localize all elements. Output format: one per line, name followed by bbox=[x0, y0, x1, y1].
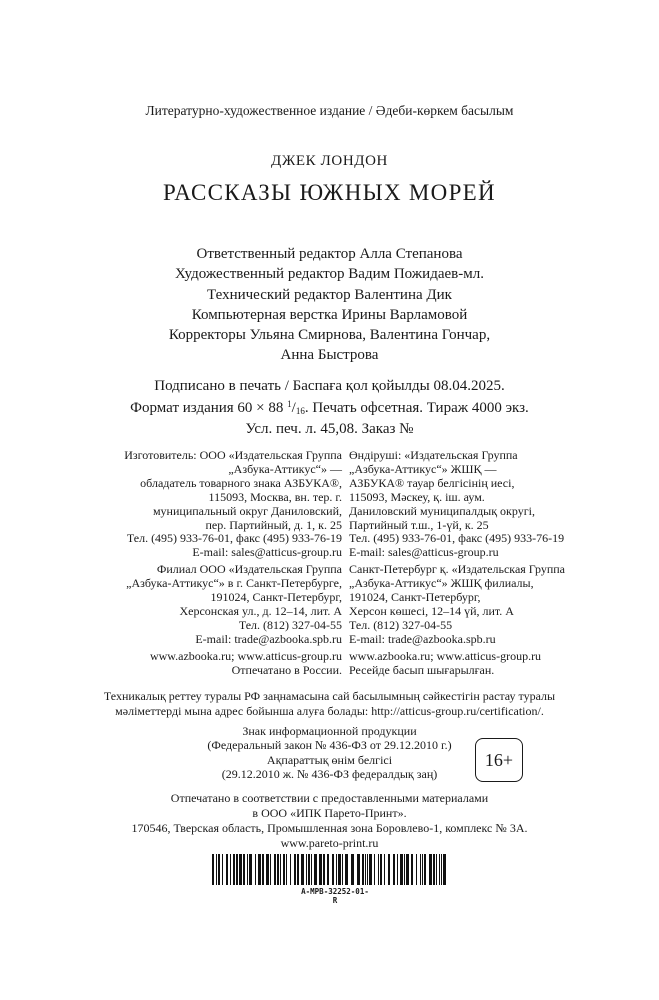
branch-kz-line: 191024, Санкт-Петербург, bbox=[349, 589, 481, 604]
branch-kz-line: Тел. (812) 327-04-55 bbox=[349, 617, 453, 632]
branch-ru-line: Херсонская ул., д. 12–14, лит. А bbox=[179, 603, 342, 618]
barcode-bar bbox=[283, 854, 285, 885]
barcode-bar bbox=[306, 854, 307, 885]
format-line bbox=[0, 395, 659, 420]
manufacturer-ru-line: 115093, Москва, вн. тер. г. bbox=[208, 489, 342, 504]
staff-line: Технический редактор Валентина Дик bbox=[207, 286, 452, 303]
staff-line: Ответственный редактор Алла Степанова bbox=[196, 246, 463, 262]
manufacturer-kz-line: АЗБУКА® тауар белгісінің иесі, bbox=[349, 475, 515, 490]
barcode-bar bbox=[406, 854, 409, 885]
manufacturer-ru-line: обладатель товарного знака АЗБУКА®, bbox=[140, 475, 342, 490]
printer-info bbox=[0, 791, 659, 851]
tech-regulation-note bbox=[0, 689, 659, 718]
barcode-bar bbox=[258, 854, 261, 885]
branch-ru-line: Тел. (812) 327-04-55 bbox=[238, 617, 342, 632]
manufacturer-kz-line: Даниловский муниципалдық округі, bbox=[349, 503, 535, 518]
barcode-bar bbox=[378, 854, 379, 885]
format-suffix: . Печать офсетная. Тираж 4000 экз. bbox=[304, 400, 529, 417]
printer-line: 170546, Тверская область, Промышленная зона Боровлево-1, комплекс № 3А. bbox=[131, 821, 528, 835]
barcode-bar bbox=[433, 854, 435, 885]
format-prefix: Формат издания 60 × 88 bbox=[130, 400, 288, 417]
barcode-bar bbox=[404, 854, 405, 885]
barcode-bar bbox=[212, 854, 214, 885]
barcode-bar bbox=[308, 854, 310, 885]
branch-ru-line: Филиал ООО «Издательская Группа bbox=[156, 562, 342, 576]
barcode-bar bbox=[336, 854, 337, 885]
info-product-sign bbox=[0, 724, 659, 781]
barcode-bar bbox=[311, 854, 312, 885]
staff-line: Компьютерная верстка Ирины Варламовой bbox=[191, 306, 468, 323]
genre-line: Литературно-художественное издание / Әдеби-көркем басылым bbox=[145, 103, 514, 118]
barcode-bar bbox=[314, 854, 317, 885]
barcode-bar bbox=[277, 854, 279, 885]
websites-kz bbox=[349, 650, 639, 678]
staff-line: Корректоры Ульяна Смирнова, Валентина Гончар, bbox=[168, 327, 491, 344]
author-name: ДЖЕК ЛОНДОН bbox=[271, 153, 388, 169]
info-sign-line: (29.12.2010 ж. № 436-ФЗ федералдық заң) bbox=[221, 766, 438, 781]
barcode-bar bbox=[280, 854, 281, 885]
barcode-bar bbox=[274, 854, 276, 885]
barcode-bar bbox=[233, 854, 235, 885]
print-info bbox=[0, 377, 659, 439]
barcode-bar bbox=[342, 854, 343, 885]
barcode-bar bbox=[362, 854, 364, 885]
branch-kz-line: „Азбука-Аттикус“» ЖШҚ филиалы, bbox=[349, 575, 534, 590]
barcode-bar bbox=[422, 854, 423, 885]
barcode-bar bbox=[270, 854, 271, 885]
barcode-bar bbox=[345, 854, 348, 885]
barcode-bar bbox=[286, 854, 287, 885]
barcode-bar bbox=[319, 854, 322, 885]
manufacturer-kz-line: E-mail: sales@atticus-group.ru bbox=[349, 545, 499, 560]
barcode-bar bbox=[338, 854, 341, 885]
barcode-bar bbox=[266, 854, 269, 885]
barcode-bar bbox=[443, 854, 446, 885]
barcode-bar bbox=[365, 854, 366, 885]
barcode-bar bbox=[327, 854, 329, 885]
barcode-bar bbox=[236, 854, 238, 885]
barcode-bar bbox=[369, 854, 372, 885]
barcode-bar bbox=[439, 854, 440, 885]
sheets-order-line: Усл. печ. л. 45,08. Заказ № bbox=[245, 421, 414, 438]
tech-regulation-line: Техникалық реттеу туралы РФ заңнамасына сай басылымның сәйкестігін растау туралы bbox=[103, 689, 556, 703]
info-sign-line: Ақпараттық өнім белгісі bbox=[266, 752, 393, 767]
printed-in-kz: Ресейде басып шығарылған. bbox=[349, 662, 495, 677]
format-numerator: 1 bbox=[287, 399, 292, 410]
staff-credits bbox=[0, 244, 659, 366]
barcode-bar bbox=[249, 854, 252, 885]
staff-line: Анна Быстрова bbox=[280, 347, 379, 364]
barcode-bar bbox=[351, 854, 354, 885]
manufacturer-ru-line: муниципальный округ Даниловский, bbox=[152, 503, 342, 518]
barcode-bar bbox=[216, 854, 217, 885]
barcode-bar bbox=[301, 854, 304, 885]
websites-ru bbox=[80, 650, 342, 678]
manufacturer-ru-line: „Азбука-Аттикус“» — bbox=[228, 461, 342, 476]
branch-kz-line: Херсон көшесі, 12–14 үй, лит. А bbox=[349, 603, 514, 618]
barcode-bar bbox=[380, 854, 382, 885]
barcode-bar bbox=[332, 854, 334, 885]
book-title: РАССКАЗЫ ЮЖНЫХ МОРЕЙ bbox=[163, 180, 496, 205]
barcode-bar bbox=[290, 854, 291, 885]
barcode-bar bbox=[411, 854, 413, 885]
branch-ru bbox=[80, 563, 342, 646]
manufacturer-kz-line: 115093, Мәскеу, қ. іш. аум. bbox=[349, 489, 485, 504]
manufacturer-ru-line: пер. Партийный, д. 1, к. 25 bbox=[205, 517, 342, 532]
branch-ru-line: „Азбука-Аттикус“» в г. Санкт-Петербурге, bbox=[126, 575, 342, 590]
printer-line: Отпечатано в соответствии с предоставленными материалами bbox=[170, 791, 489, 805]
barcode-bar bbox=[239, 854, 242, 885]
barcode-bar bbox=[323, 854, 325, 885]
tech-regulation-line: мәліметтерді мына адрес бойынша алуға болады: http://atticus-group.ru/certification/. bbox=[115, 703, 544, 718]
branch-ru-line: E-mail: trade@azbooka.spb.ru bbox=[195, 631, 342, 646]
staff-line: Художественный редактор Вадим Пожидаев-мл. bbox=[175, 266, 484, 283]
age-rating-badge: 16+ bbox=[475, 738, 523, 782]
barcode-bar bbox=[230, 854, 231, 885]
signed-to-print: Подписано в печать / Баспаға қол қойылды 08.04.2025. bbox=[154, 378, 505, 394]
barcode-bar bbox=[294, 854, 296, 885]
barcode-bar bbox=[226, 854, 228, 885]
barcode-bar bbox=[357, 854, 360, 885]
barcode-bar bbox=[388, 854, 390, 885]
branch-ru-line: 191024, Санкт-Петербург, bbox=[210, 589, 342, 604]
manufacturer-ru-line: Изготовитель: ООО «Издательская Группа bbox=[124, 448, 342, 462]
barcode-bar bbox=[374, 854, 375, 885]
barcode-bar bbox=[262, 854, 264, 885]
barcode-bar bbox=[297, 854, 299, 885]
manufacturer-kz-line: Партийный т.ш., 1-үй, к. 25 bbox=[349, 517, 489, 532]
printer-website: www.pareto-print.ru bbox=[280, 836, 379, 850]
manufacturer-kz bbox=[349, 449, 639, 560]
manufacturer-ru-line: Тел. (495) 933-76-01, факс (495) 933-76-19 bbox=[126, 531, 342, 546]
printer-line: в ООО «ИПК Парето-Принт». bbox=[252, 806, 407, 820]
barcode-bar bbox=[397, 854, 398, 885]
branch-kz-line: E-mail: trade@azbooka.spb.ru bbox=[349, 631, 496, 646]
format-slash: / bbox=[291, 400, 296, 417]
manufacturer-ru bbox=[80, 449, 342, 560]
barcode-bar bbox=[218, 854, 220, 885]
websites-kz-line: www.azbooka.ru; www.atticus-group.ru bbox=[349, 649, 542, 663]
barcode-bar bbox=[416, 854, 417, 885]
info-sign-line: Знак информационной продукции bbox=[242, 724, 417, 738]
barcode-bar bbox=[243, 854, 245, 885]
barcode-bar bbox=[424, 854, 426, 885]
manufacturer-ru-line: E-mail: sales@atticus-group.ru bbox=[192, 545, 342, 560]
barcode-bar bbox=[420, 854, 421, 885]
manufacturer-kz-line: „Азбука-Аттикус“» ЖШҚ — bbox=[349, 461, 497, 476]
barcode-bar bbox=[393, 854, 395, 885]
barcode bbox=[212, 854, 446, 885]
branch-kz bbox=[349, 563, 639, 646]
barcode-bar bbox=[384, 854, 385, 885]
format-denominator: 16 bbox=[295, 406, 305, 417]
printed-in-ru: Отпечатано в России. bbox=[231, 662, 342, 677]
branch-kz-line: Санкт-Петербург қ. «Издательская Группа bbox=[349, 562, 565, 576]
manufacturer-kz-line: Өндіруші: «Издательская Группа bbox=[349, 448, 518, 462]
info-sign-line: (Федеральный закон № 436-ФЗ от 29.12.2010 г.) bbox=[207, 738, 452, 753]
barcode-bar bbox=[400, 854, 403, 885]
barcode-number: A-MPB-32252-01-R bbox=[301, 887, 369, 905]
barcode-bar bbox=[222, 854, 223, 885]
barcode-bar bbox=[441, 854, 442, 885]
websites-ru-line: www.azbooka.ru; www.atticus-group.ru bbox=[149, 649, 342, 663]
barcode-bar bbox=[367, 854, 368, 885]
barcode-bar bbox=[436, 854, 437, 885]
barcode-bar bbox=[247, 854, 248, 885]
barcode-bar bbox=[429, 854, 432, 885]
manufacturer-kz-line: Тел. (495) 933-76-01, факс (495) 933-76-19 bbox=[349, 531, 565, 546]
barcode-bar bbox=[255, 854, 256, 885]
